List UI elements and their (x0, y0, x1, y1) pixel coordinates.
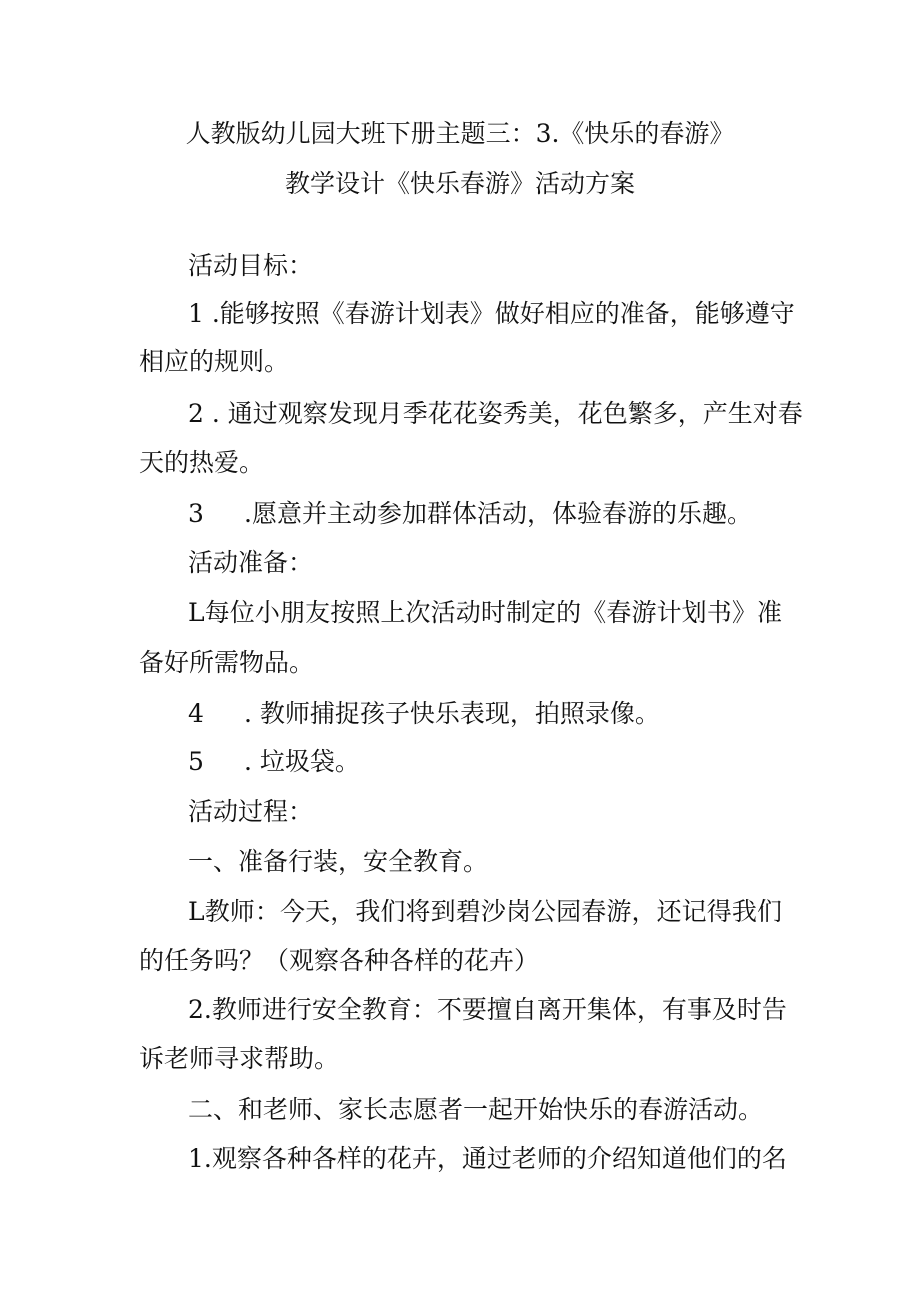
preparation-1-line-1: L每位小朋友按照上次活动时制定的《春游计划书》准 (188, 598, 782, 627)
preparation-4-text: . 教师捕捉孩子快乐表现，拍照录像。 (244, 699, 660, 728)
section-1-heading: 一、准备行装，安全教育。 (188, 847, 489, 876)
goal-2-line-1: 2 . 通过观察发现月季花花姿秀美，花色繁多，产生对春 (188, 399, 803, 428)
section-2-item-1-line-1: 1.观察各种各样的花卉，通过老师的介绍知道他们的名 (188, 1144, 787, 1173)
preparation-1-line-2: 备好所需物品。 (139, 648, 315, 677)
goal-1-line-2: 相应的规则。 (139, 347, 290, 376)
preparation-heading: 活动准备： (188, 548, 314, 577)
section-1-item-1-line-2: 的任务吗？（观察各种各样的花卉） (139, 946, 540, 975)
section-2-heading: 二、和老师、家长志愿者一起开始快乐的春游活动。 (188, 1095, 764, 1124)
preparation-4-number: 4 (188, 699, 204, 728)
goal-2-line-2: 天的热爱。 (139, 448, 265, 477)
preparation-5-number: 5 (188, 747, 204, 776)
document-title-line-1: 人教版幼儿园大班下册主题三：3.《快乐的春游》 (185, 119, 735, 148)
goals-heading: 活动目标： (188, 251, 314, 280)
process-heading: 活动过程： (188, 797, 314, 826)
document-title-line-2: 教学设计《快乐春游》活动方案 (284, 169, 635, 198)
goal-3-text: .愿意并主动参加群体活动，体验春游的乐趣。 (244, 499, 752, 528)
section-1-item-1-line-1: L教师：今天，我们将到碧沙岗公园春游，还记得我们 (188, 897, 782, 926)
goal-1-line-1: 1 .能够按照《春游计划表》做好相应的准备，能够遵守 (188, 299, 795, 328)
goal-3-number: 3 (188, 499, 204, 528)
section-1-item-2-line-2: 诉老师寻求帮助。 (139, 1044, 340, 1073)
section-1-item-2-line-1: 2.教师进行安全教育：不要擅自离开集体，有事及时告 (188, 995, 787, 1024)
preparation-5-text: . 垃圾袋。 (244, 747, 360, 776)
